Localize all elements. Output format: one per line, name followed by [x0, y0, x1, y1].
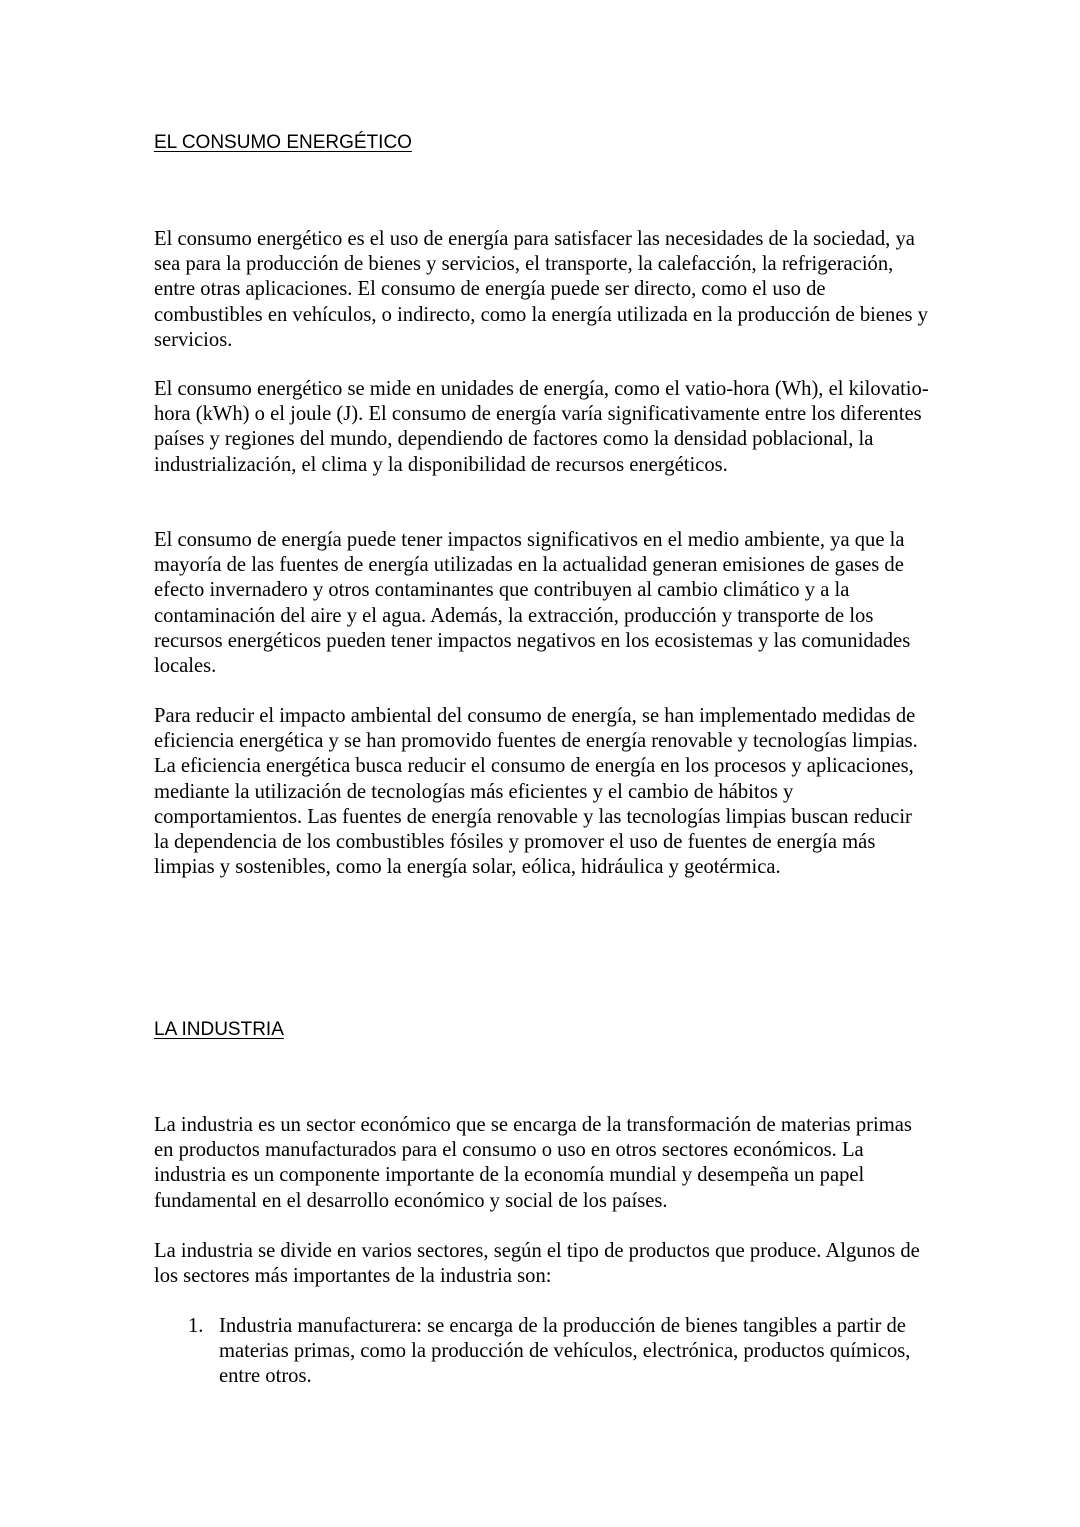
paragraph-consumo-eficiencia: Para reducir el impacto ambiental del consumo de energía, se han implementado medidas de eficiencia energética y se han promovido fuentes de energía renovable y tecnologías limpias. La eficiencia energética busca reducir el consumo de energía en los procesos y aplicaciones, mediante la utilización de tecnologías más eficientes y el cambio de hábitos y comportamientos. Las fuentes de energía renovable y las tecnologías limpias buscan reducir la dependencia de los combustibles fósiles y promover el uso de fuentes de energía más limpias y sostenibles, como la energía solar, eólica, hidráulica y geotérmica. — [154, 705, 918, 879]
industria-sectores-list — [154, 1314, 929, 1390]
paragraph-industria-sectores: La industria se divide en varios sectores, según el tipo de productos que produce. Algunos de los sectores más importantes de la industria son: — [154, 1240, 920, 1288]
section-heading-consumo-energetico: EL CONSUMO ENERGÉTICO — [154, 132, 412, 153]
section-heading-industria: LA INDUSTRIA — [154, 1019, 284, 1040]
list-item — [154, 1314, 929, 1390]
paragraph-consumo-medicion: El consumo energético se mide en unidades de energía, como el vatio-hora (Wh), el kilovatio-hora (kWh) o el joule (J). El consumo de energía varía significativamente entre los diferentes países y regiones del mundo, dependiendo de factores como la densidad poblacional, la industrialización, el clima y la disponibilidad de recursos energéticos. — [154, 378, 929, 476]
paragraph-consumo-impactos: El consumo de energía puede tener impactos significativos en el medio ambiente, ya que la mayoría de las fuentes de energía utilizadas en la actualidad generan emisiones de gases de efecto invernadero y otros contaminantes que contribuyen al cambio climático y a la contaminación del aire y el agua. Además, la extracción, producción y transporte de los recursos energéticos pueden tener impactos negativos en los ecosistemas y las comunidades locales. — [154, 529, 911, 678]
paragraph-industria-definicion: La industria es un sector económico que se encarga de la transformación de materias primas en productos manufacturados para el consumo o uso en otros sectores económicos. La industria es un componente importante de la economía mundial y desempeña un papel fundamental en el desarrollo económico y social de los países. — [154, 1114, 912, 1212]
paragraph-consumo-definicion: El consumo energético es el uso de energía para satisfacer las necesidades de la sociedad, ya sea para la producción de bienes y servicios, el transporte, la calefacción, la refrigeración, entre otras aplicaciones. El consumo de energía puede ser directo, como el uso de combustibles en vehículos, o indirecto, como la energía utilizada en la producción de bienes y servicios. — [154, 228, 928, 351]
list-item-number: 1. — [188, 1315, 204, 1337]
list-item-text: Industria manufacturera: se encarga de la producción de bienes tangibles a partir de materias primas, como la producción de vehículos, electrónica, productos químicos, entre otros. — [219, 1315, 911, 1388]
